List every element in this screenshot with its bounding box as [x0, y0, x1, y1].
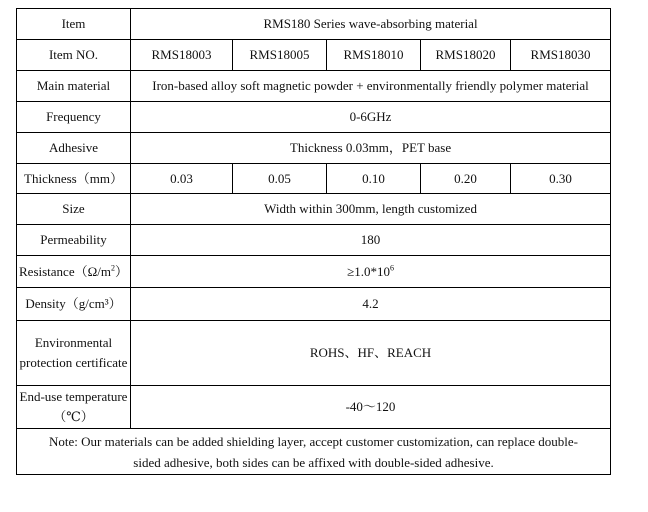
item-no-value: RMS18030: [511, 40, 611, 71]
thickness-row: [17, 164, 611, 194]
thickness-value: 0.20: [421, 164, 511, 194]
main-material-value: Iron-based alloy soft magnetic powder + environmentally friendly polymer material: [131, 71, 611, 102]
thickness-value: 0.05: [233, 164, 327, 194]
permeability-label: Permeability: [17, 225, 131, 256]
item-label: Item: [17, 9, 131, 40]
spec-table: [16, 8, 611, 475]
item-no-value: RMS18010: [327, 40, 421, 71]
thickness-value: 0.30: [511, 164, 611, 194]
density-label: Density（g/cm³）: [17, 288, 131, 321]
main-material-label: Main material: [17, 71, 131, 102]
certificate-label: Environmental protection certificate: [17, 321, 131, 386]
series-title: RMS180 Series wave-absorbing material: [131, 9, 611, 40]
item-no-row: [17, 40, 611, 71]
note-text: Note: Our materials can be added shielding layer, accept customer customization, can replace double-sided adhesive, both sides can be affixed with double-sided adhesive.: [17, 429, 611, 475]
frequency-value: 0-6GHz: [131, 102, 611, 133]
resistance-value: [131, 256, 611, 288]
item-no-value: RMS18003: [131, 40, 233, 71]
size-value: Width within 300mm, length customized: [131, 194, 611, 225]
header-row: [17, 9, 611, 40]
frequency-row: [17, 102, 611, 133]
main-material-row: [17, 71, 611, 102]
item-no-value: RMS18020: [421, 40, 511, 71]
thickness-value: 0.03: [131, 164, 233, 194]
permeability-row: [17, 225, 611, 256]
permeability-value: 180: [131, 225, 611, 256]
adhesive-value: Thickness 0.03mm，PET base: [131, 133, 611, 164]
size-row: [17, 194, 611, 225]
resistance-label-sup: 2: [110, 263, 115, 273]
item-no-label: Item NO.: [17, 40, 131, 71]
resistance-label-prefix: Resistance（Ω/m: [19, 263, 111, 279]
temperature-row: [17, 386, 611, 429]
item-no-value: RMS18005: [233, 40, 327, 71]
resistance-row: [17, 256, 611, 288]
resistance-label-suffix: ）: [114, 263, 128, 279]
temperature-label: End-use temperature（℃）: [17, 386, 131, 429]
thickness-label: Thickness（mm）: [17, 164, 131, 194]
certificate-value: ROHS、HF、REACH: [131, 321, 611, 386]
size-label: Size: [17, 194, 131, 225]
certificate-row: [17, 321, 611, 386]
adhesive-row: [17, 133, 611, 164]
note-row: [17, 429, 611, 475]
adhesive-label: Adhesive: [17, 133, 131, 164]
resistance-label: [17, 256, 131, 288]
density-value: 4.2: [131, 288, 611, 321]
temperature-value: -40～120: [131, 386, 611, 429]
resistance-value-exp: 6: [389, 263, 394, 273]
frequency-label: Frequency: [17, 102, 131, 133]
resistance-value-base: ≥1.0*10: [347, 263, 390, 279]
density-row: [17, 288, 611, 321]
thickness-value: 0.10: [327, 164, 421, 194]
